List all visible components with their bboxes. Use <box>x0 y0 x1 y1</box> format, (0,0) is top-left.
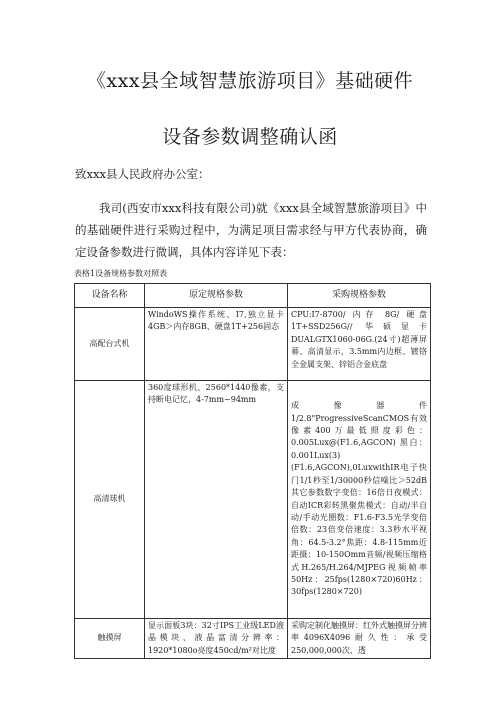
purchase-spec: 采购定制化触摸屏：红外式触摸屏分辨率4096X4096耐久性：承受250,000,000次、透 <box>288 619 431 659</box>
body-paragraph: 我司(西安市xxx科技有限公司)就《xxx县全域智慧旅游项目》中的基础硬件进行采购过程中，为满足项目需求经与甲方代表协商，确定设备参数进行微调，具体内容详见下表： <box>75 201 427 259</box>
header-device-name: 设备名称 <box>75 284 145 308</box>
greeting: 致xxx县人民政府办公室： <box>75 167 210 181</box>
device-name: 高配台式机 <box>75 308 145 381</box>
document-title-line-2: 设备参数调整确认函 <box>162 126 338 148</box>
spec-comparison-table <box>74 283 431 659</box>
table-caption: 表格1设备规格参数对照表 <box>74 269 168 278</box>
original-spec: 360度球形机、2560*1440像素，支持断电记忆，4-7mm~94mm <box>145 381 288 619</box>
document-title-line-1: 《xxx县全域智慧旅游项目》基础硬件 <box>86 70 414 92</box>
purchase-spec: 成像器件1/2.8"ProgressiveScanCMOS有效像素400万最低照度彩色：0.005Lux@(F1.6,AGCON) 黑白：0.001Lux(3)(F1.6,AGCON),0LuxwithIR电子快门1/1秒至1/30000秒信噪比＞52dB其它参数数字变倍：16倍日夜模式：自动ICR彩转黑聚焦模式：自动/半自动/手动光圈数：F1.6-F3.5光学变倍倍数：23倍变倍速度：3.3秒水平视角：64.5-3.2°焦距：4.8-115mm近距摄：10-150Omm音频/视频压缩格式H.265/H.264/MJPEG视频帧率50Hz：25fps(1280×720)60Hz：30fps(1280×720) <box>288 381 431 619</box>
header-purchase-spec: 采购规格参数 <box>288 284 431 308</box>
purchase-spec: CPU:I7-8700/ 内存 8G/ 硬盘 1T+SSD256G// 华硕显卡 DUALGTX1060-06G.(24寸)超薄屏幕、高清显示，3.5mm内边框、镀铬全金属支架、锌铝合金底盘 <box>288 308 431 381</box>
original-spec: 显示面板3块：32寸IPS工业级LED液晶模块、液晶富清分辨率：1920*1080o亮度450cd/m²对比度 <box>145 619 288 659</box>
table-row <box>75 308 431 381</box>
original-spec: WindoWS操作系统、I7,独立显卡4GB＞内存8GB、硬盘1T+256固态 <box>145 308 288 381</box>
table-row <box>75 381 431 619</box>
header-original-spec: 原定规格参数 <box>145 284 288 308</box>
table-header-row <box>75 284 431 308</box>
device-name: 触摸屏 <box>75 619 145 659</box>
table-row <box>75 619 431 659</box>
device-name: 高清球机 <box>75 381 145 619</box>
